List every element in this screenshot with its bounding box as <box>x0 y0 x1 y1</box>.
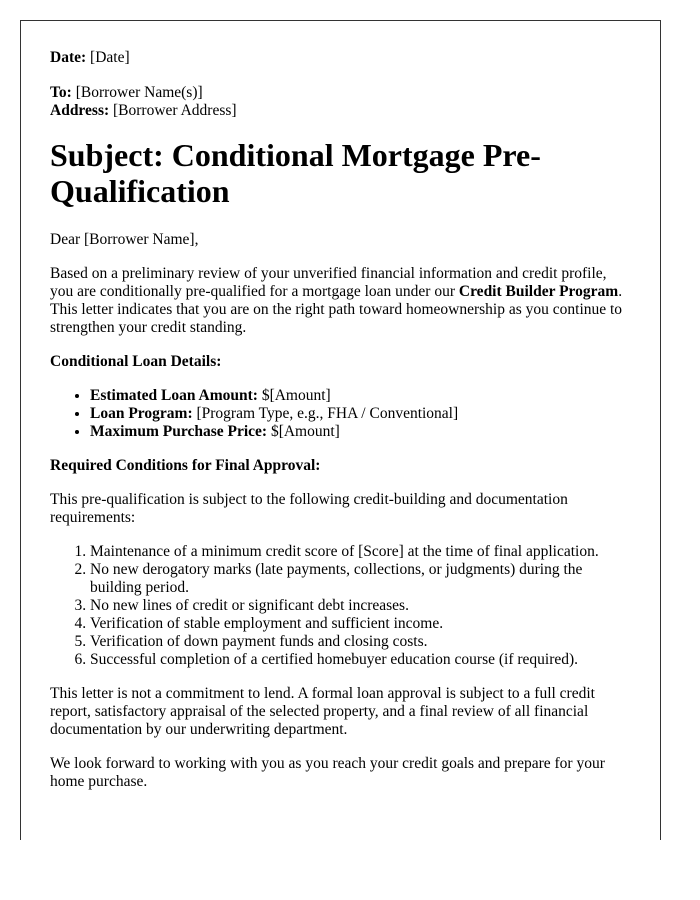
loan-detail-label: Estimated Loan Amount: <box>90 387 258 404</box>
intro-part1: Based on a preliminary review of your unverified financial information and credit profile, you are conditionally pre-qualified for a mortgage loan under our <box>50 265 607 300</box>
address-line <box>50 102 631 120</box>
loan-detail-value: [Program Type, e.g., FHA / Conventional] <box>196 405 459 422</box>
loan-detail-item <box>90 405 631 423</box>
loan-details-list <box>50 387 631 441</box>
conditions-heading: Required Conditions for Final Approval: <box>50 457 321 474</box>
loan-detail-label: Loan Program: <box>90 405 193 422</box>
conditions-intro: This pre-qualification is subject to the following credit-building and documentation requirements: <box>50 491 568 526</box>
subject-heading: Subject: Conditional Mortgage Pre-Qualification <box>50 137 541 209</box>
date-line <box>50 49 631 67</box>
salutation: Dear [Borrower Name], <box>50 231 199 248</box>
loan-detail-value: $[Amount] <box>261 387 331 404</box>
condition-item: 3. No new lines of credit or significant debt increases. <box>90 597 631 615</box>
program-name: Credit Builder Program <box>458 283 619 300</box>
condition-item: 4. Verification of stable employment and sufficient income. <box>90 615 631 633</box>
condition-item: 5. Verification of down payment funds and closing costs. <box>90 633 631 651</box>
loan-detail-item <box>90 387 631 405</box>
condition-item: 1. Maintenance of a minimum credit score of [Score] at the time of final application. <box>90 543 631 561</box>
address-value: [Borrower Address] <box>113 102 237 119</box>
intro-paragraph <box>50 265 631 337</box>
address-label: Address: <box>50 102 110 119</box>
to-line <box>50 84 631 102</box>
to-label: To: <box>50 84 72 101</box>
condition-item: 2. No new derogatory marks (late payments, collections, or judgments) during the building period. <box>90 561 631 597</box>
intro-part2: . This letter indicates that you are on the right path toward homeownership as you continue to strengthen your credit standing. <box>50 283 623 336</box>
condition-item: 6. Successful completion of a certified homebuyer education course (if required). <box>90 651 631 669</box>
conditions-list <box>50 543 631 669</box>
date-label: Date: <box>50 49 87 66</box>
closing-paragraph: We look forward to working with you as you reach your credit goals and prepare for your home purchase. <box>50 755 605 790</box>
date-value: [Date] <box>90 49 130 66</box>
loan-detail-item <box>90 423 631 441</box>
disclaimer-paragraph: This letter is not a commitment to lend. A formal loan approval is subject to a full credit report, satisfactory appraisal of the selected property, and a final review of all financial documentation by our underwriting department. <box>50 685 595 738</box>
to-value: [Borrower Name(s)] <box>75 84 203 101</box>
loan-details-heading: Conditional Loan Details: <box>50 353 222 370</box>
loan-detail-label: Maximum Purchase Price: <box>90 423 268 440</box>
loan-detail-value: $[Amount] <box>270 423 340 440</box>
letter-page <box>20 20 661 840</box>
